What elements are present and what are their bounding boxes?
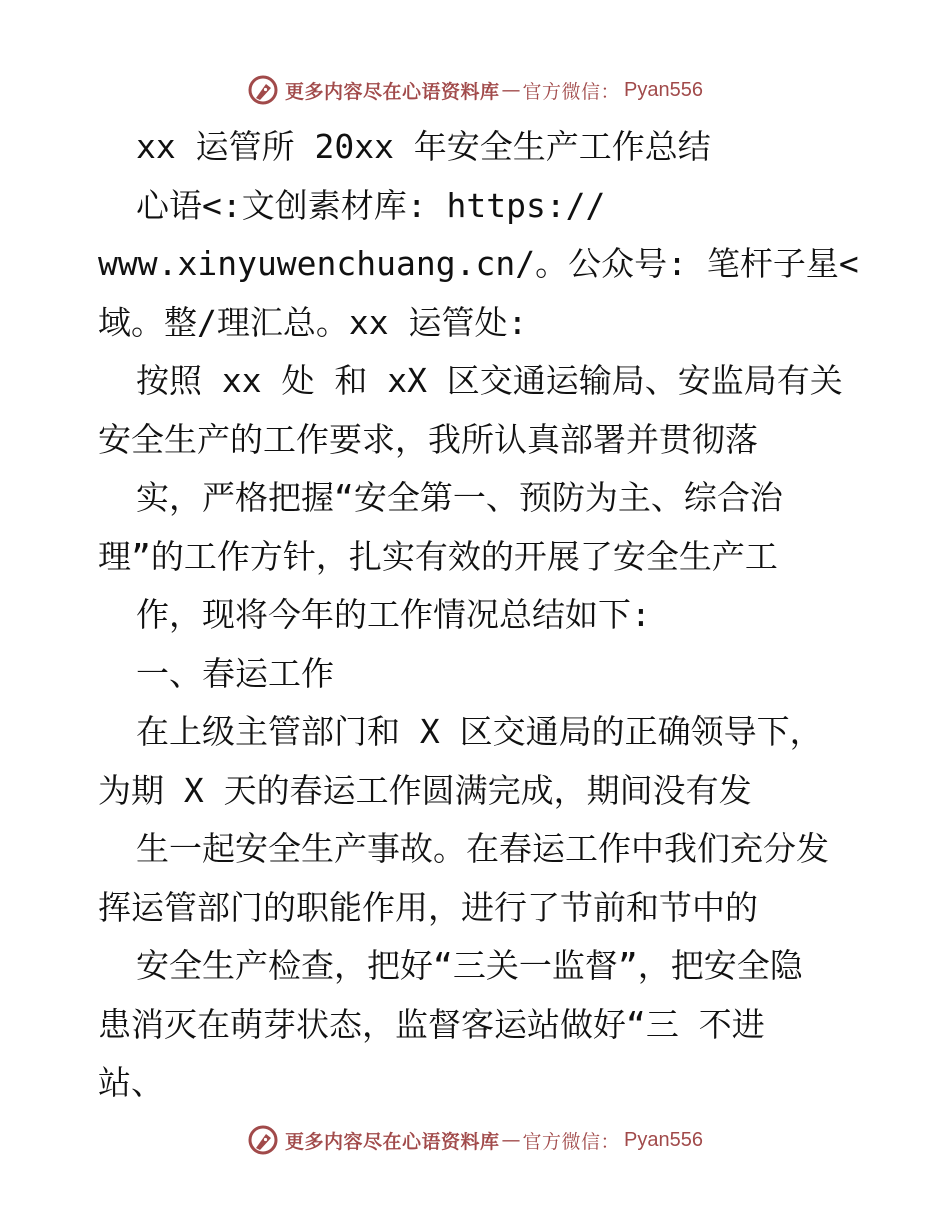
banner-wechat-label: 官方微信： (522, 1130, 621, 1153)
pen-nib-circle-icon (247, 74, 279, 106)
section-heading: 一、春运工作 (136, 653, 334, 693)
text-line: www.xinyuwenchuang.cn/。公众号: 笔杆子星< (98, 244, 859, 283)
text-line: 生一起安全生产事故。在春运工作中我们充分发 (136, 829, 829, 868)
text-line: 患消灭在萌芽状态，监督客运站做好“三 不进 (98, 1004, 765, 1044)
text-line: 心语<:文创素材库: https:// (136, 185, 606, 225)
text-line: 为期 X 天的春运工作圆满完成，期间没有发 (98, 770, 752, 810)
banner-site-text: 更多内容尽在心语资料库 (285, 1130, 500, 1153)
header-banner (0, 72, 950, 108)
text-line: 安全生产的工作要求，我所认真部署并贯彻落 (98, 419, 758, 459)
document-body (98, 118, 858, 1113)
banner-dash: — (501, 1129, 521, 1151)
footer-banner (0, 1122, 950, 1158)
text-line: 作，现将今年的工作情况总结如下: (136, 595, 651, 634)
banner-wechat-label: 官方微信： (522, 80, 621, 103)
document-title: xx 运管所 20xx 年安全生产工作总结 (136, 127, 711, 166)
text-line: 站、 (98, 1063, 164, 1102)
pen-nib-circle-icon (247, 1124, 279, 1156)
text-line: 理”的工作方针，扎实有效的开展了安全生产工 (98, 536, 778, 576)
text-line: 在上级主管部门和 X 区交通局的正确领导下， (136, 712, 823, 751)
text-line: 实，严格把握“安全第一、预防为主、综合治 (136, 478, 783, 517)
banner-account: Pyan556 (624, 1128, 703, 1151)
text-line: 挥运管部门的职能作用，进行了节前和节中的 (98, 887, 758, 927)
banner-account: Pyan556 (624, 78, 703, 101)
banner-dash: — (501, 79, 521, 101)
text-line: 安全生产检查，把好“三关一监督”，把安全隐 (136, 946, 803, 985)
text-line: 按照 xx 处 和 xX 区交通运输局、安监局有关 (136, 361, 843, 400)
banner-site-text: 更多内容尽在心语资料库 (285, 80, 500, 103)
text-line: 域。整/理汇总。xx 运管处: (98, 302, 528, 342)
